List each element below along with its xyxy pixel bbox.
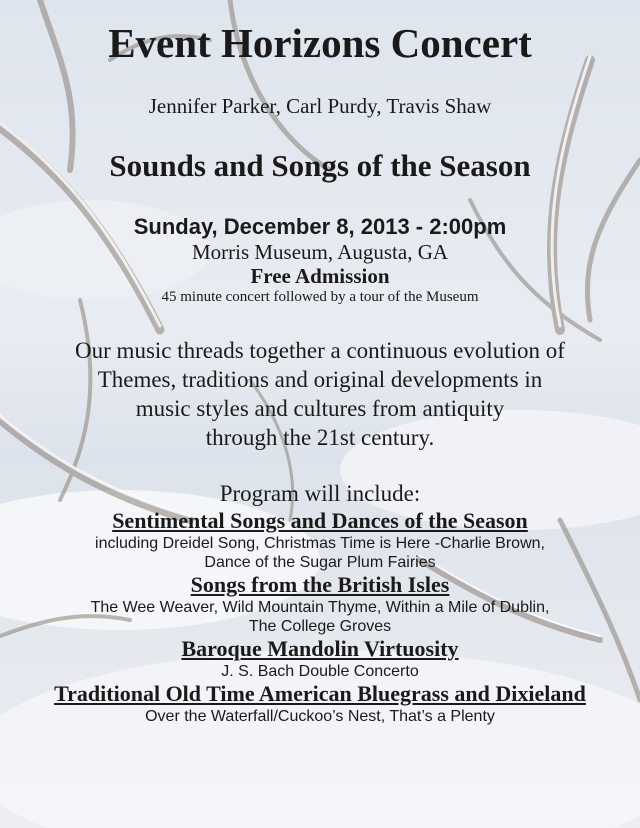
admission-note: Free Admission bbox=[250, 264, 390, 288]
description-line: through the 21st century. bbox=[205, 425, 435, 450]
description-line: music styles and cultures from antiquity bbox=[135, 396, 505, 421]
program-section-heading: Traditional Old Time American Bluegrass and Dixieland bbox=[54, 681, 586, 706]
performers-line: Jennifer Parker, Carl Purdy, Travis Shaw bbox=[148, 94, 492, 118]
program-section-detail: J. S. Bach Double Concerto bbox=[221, 663, 419, 680]
program-section bbox=[0, 508, 640, 572]
program-section-heading: Baroque Mandolin Virtuosity bbox=[181, 636, 459, 661]
program-section-detail: including Dreidel Song, Christmas Time is Here -Charlie Brown, bbox=[95, 535, 545, 552]
program-section-detail: Over the Waterfall/Cuckoo’s Nest, That’s a Plenty bbox=[145, 708, 495, 725]
program-section bbox=[0, 681, 640, 726]
description-line: Themes, traditions and original developments in bbox=[97, 367, 543, 392]
concert-description bbox=[0, 336, 640, 452]
program-section-detail: The College Groves bbox=[248, 618, 392, 635]
event-datetime: Sunday, December 8, 2013 - 2:00pm bbox=[133, 214, 507, 239]
concert-subtitle: Sounds and Songs of the Season bbox=[109, 148, 531, 183]
program-section-detail: Dance of the Sugar Plum Fairies bbox=[204, 554, 436, 571]
description-line: Our music threads together a continuous evolution of bbox=[75, 338, 565, 363]
tour-note: 45 minute concert followed by a tour of the Museum bbox=[161, 289, 479, 305]
program-section bbox=[0, 636, 640, 681]
program-section bbox=[0, 572, 640, 636]
program-section-heading: Sentimental Songs and Dances of the Season bbox=[112, 508, 528, 533]
program-section-detail: The Wee Weaver, Wild Mountain Thyme, Within a Mile of Dublin, bbox=[90, 599, 550, 616]
program-section-heading: Songs from the British Isles bbox=[190, 572, 450, 597]
flyer-title: Event Horizons Concert bbox=[108, 20, 532, 66]
program-intro: Program will include: bbox=[219, 481, 421, 506]
event-venue: Morris Museum, Augusta, GA bbox=[191, 240, 449, 264]
